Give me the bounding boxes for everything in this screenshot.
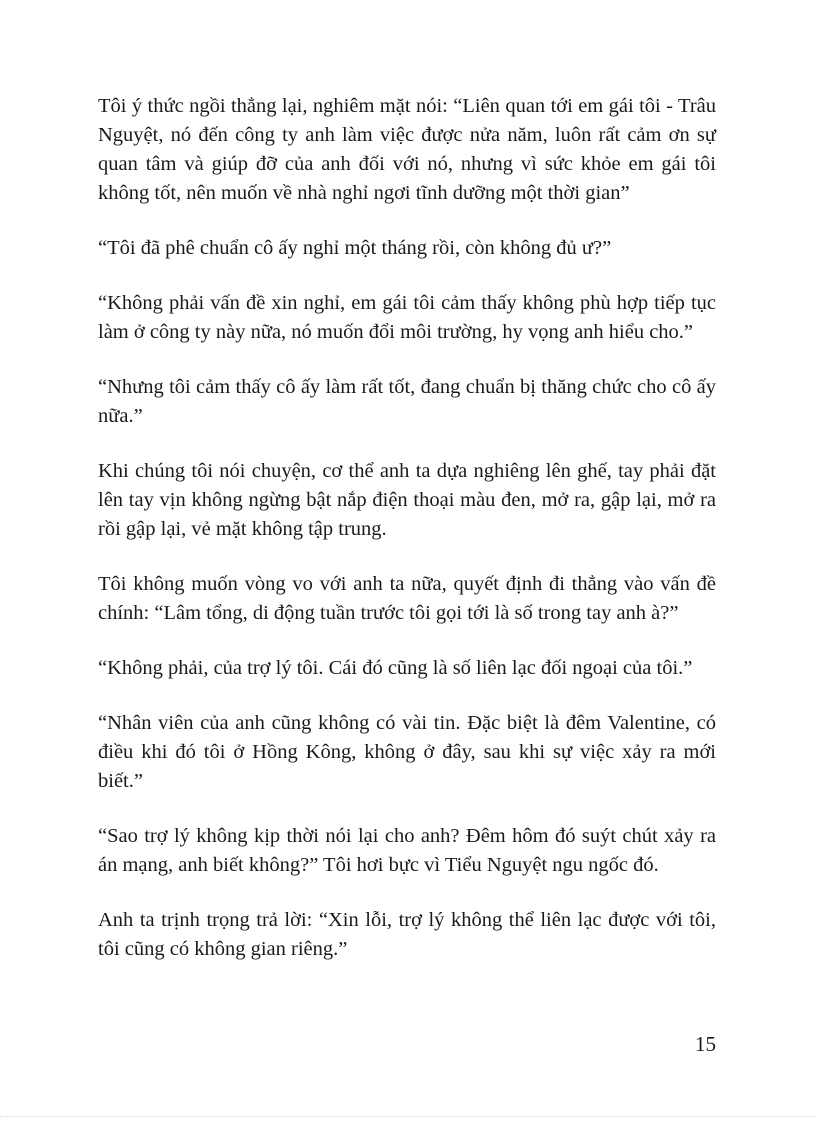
body-text — [98, 92, 716, 990]
page-bottom-divider — [0, 1116, 816, 1117]
paragraph: Anh ta trịnh trọng trả lời: “Xin lỗi, trợ lý không thể liên lạc được với tôi, tôi cũng có không gian riêng.” — [98, 909, 716, 960]
paragraph: Khi chúng tôi nói chuyện, cơ thể anh ta dựa nghiêng lên ghế, tay phải đặt lên tay vịn không ngừng bật nắp điện thoại màu đen, mở ra, gập lại, mở ra rồi gập lại, vẻ mặt không tập trung. — [98, 460, 716, 540]
paragraph: “Sao trợ lý không kịp thời nói lại cho anh? Đêm hôm đó suýt chút xảy ra án mạng, anh biết không?” Tôi hơi bực vì Tiểu Nguyệt ngu ngốc đó. — [98, 825, 716, 876]
paragraph: Tôi không muốn vòng vo với anh ta nữa, quyết định đi thẳng vào vấn đề chính: “Lâm tổng, di động tuần trước tôi gọi tới là số trong tay anh à?” — [98, 573, 716, 624]
paragraph: “Nhân viên của anh cũng không có vài tin. Đặc biệt là đêm Valentine, có điều khi đó tôi ở Hồng Kông, không ở đây, sau khi sự việc xảy ra mới biết.” — [98, 712, 716, 792]
paragraph: Tôi ý thức ngồi thẳng lại, nghiêm mặt nói: “Liên quan tới em gái tôi - Trâu Nguyệt, nó đến công ty anh làm việc được nửa năm, luôn rất cảm ơn sự quan tâm và giúp đỡ của anh đối với nó, nhưng vì sức khỏe em gái tôi không tốt, nên muốn về nhà nghỉ ngơi tĩnh dưỡng một thời gian” — [98, 95, 716, 204]
page-number: 15 — [695, 1032, 716, 1056]
paragraph: “Không phải, của trợ lý tôi. Cái đó cũng là số liên lạc đối ngoại của tôi.” — [98, 657, 693, 679]
paragraph: “Không phải vấn đề xin nghỉ, em gái tôi cảm thấy không phù hợp tiếp tục làm ở công ty này nữa, nó muốn đổi môi trường, hy vọng anh hiểu cho.” — [98, 292, 716, 343]
paragraph: “Nhưng tôi cảm thấy cô ấy làm rất tốt, đang chuẩn bị thăng chức cho cô ấy nữa.” — [98, 376, 716, 427]
paragraph: “Tôi đã phê chuẩn cô ấy nghỉ một tháng rồi, còn không đủ ư?” — [98, 237, 612, 259]
